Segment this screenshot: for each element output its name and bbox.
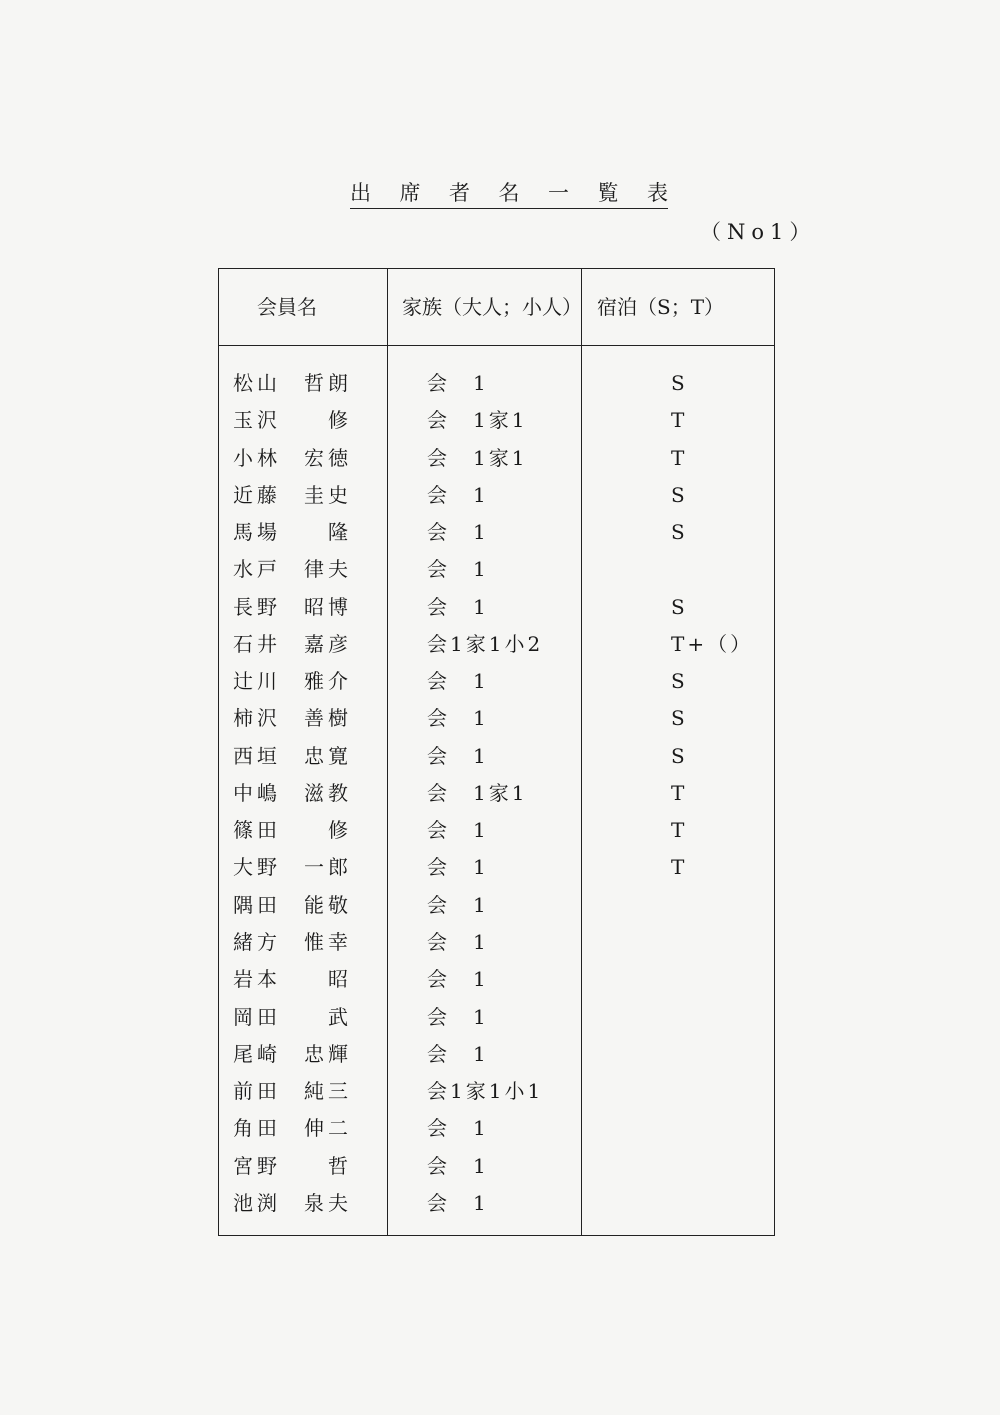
stay-type: T xyxy=(671,855,688,880)
table-row xyxy=(219,926,774,963)
stay-type: T xyxy=(671,818,688,843)
stay-type: S xyxy=(671,594,688,619)
family-count: 会 1 xyxy=(427,371,489,395)
table-row xyxy=(219,1001,774,1038)
member-given-name: 忠輝 xyxy=(304,1041,352,1066)
member-surname: 篠田 xyxy=(233,818,281,843)
member-surname: 岩本 xyxy=(233,967,281,992)
member-surname: 近藤 xyxy=(233,482,281,507)
member-given-name: 雅介 xyxy=(304,669,352,694)
family-count: 会 1 xyxy=(427,669,489,694)
document-title xyxy=(350,178,668,209)
family-count: 会 1家1 xyxy=(427,408,528,433)
family-count: 会 1 xyxy=(427,1190,489,1215)
header-member-name: 会員名 xyxy=(257,295,317,319)
family-count: 会 1 xyxy=(427,743,489,768)
stay-type: S xyxy=(671,669,688,694)
member-given-name: 忠寛 xyxy=(304,743,352,768)
stay-type: T xyxy=(671,780,688,805)
table-row xyxy=(219,1150,774,1187)
table-row xyxy=(219,404,774,441)
family-count: 会1家1小2 xyxy=(427,631,544,656)
member-given-name: 律夫 xyxy=(304,557,352,582)
member-surname: 緒方 xyxy=(233,929,281,954)
stay-type: T xyxy=(671,408,688,433)
member-surname: 岡田 xyxy=(233,1004,281,1029)
header-divider xyxy=(219,345,774,346)
family-count: 会 1 xyxy=(427,892,489,917)
header-stay: 宿泊（S；T） xyxy=(597,295,725,319)
stay-type: S xyxy=(671,371,688,395)
page-number: （No1） xyxy=(700,220,817,244)
table-row xyxy=(219,367,774,404)
member-surname: 玉沢 xyxy=(233,408,281,433)
member-surname: 西垣 xyxy=(233,743,281,768)
member-given-name: 昭博 xyxy=(304,594,352,619)
table-row xyxy=(219,553,774,590)
member-given-name: 伸二 xyxy=(304,1116,352,1141)
member-given-name: 宏徳 xyxy=(304,445,352,470)
family-count: 会 1 xyxy=(427,706,489,731)
member-given-name: 武 xyxy=(328,1004,352,1029)
member-given-name: 昭 xyxy=(328,967,352,992)
table-row xyxy=(219,963,774,1000)
family-count: 会 1 xyxy=(427,929,489,954)
family-count: 会 1 xyxy=(427,967,489,992)
member-surname: 水戸 xyxy=(233,557,281,582)
member-surname: 中嶋 xyxy=(233,780,281,805)
member-surname: 前田 xyxy=(233,1079,281,1104)
table-row xyxy=(219,442,774,479)
title-char: 覧 xyxy=(597,181,619,205)
table-body xyxy=(219,367,774,1224)
member-given-name: 哲朗 xyxy=(304,371,352,395)
member-given-name: 一郎 xyxy=(304,855,352,880)
family-count: 会 1家1 xyxy=(427,780,528,805)
family-count: 会 1 xyxy=(427,1004,489,1029)
table-row xyxy=(219,479,774,516)
member-surname: 角田 xyxy=(233,1116,281,1141)
member-surname: 石井 xyxy=(233,631,281,656)
table-row xyxy=(219,1075,774,1112)
table-row xyxy=(219,889,774,926)
family-count: 会 1家1 xyxy=(427,445,528,470)
table-row xyxy=(219,1187,774,1224)
title-char: 表 xyxy=(647,181,668,205)
member-given-name: 修 xyxy=(328,818,352,843)
member-surname: 小林 xyxy=(233,445,281,470)
stay-type: T+（） xyxy=(671,631,754,656)
header-family: 家族（大人；小人） xyxy=(402,295,582,319)
title-char: 名 xyxy=(498,181,520,205)
table-row xyxy=(219,740,774,777)
family-count: 会 1 xyxy=(427,855,489,880)
member-given-name: 泉夫 xyxy=(304,1190,352,1215)
table-row xyxy=(219,1038,774,1075)
member-given-name: 純三 xyxy=(304,1079,352,1104)
table-row xyxy=(219,814,774,851)
member-surname: 長野 xyxy=(233,594,281,619)
title-char: 者 xyxy=(449,181,470,205)
table-row xyxy=(219,665,774,702)
title-char: 席 xyxy=(399,181,421,205)
table-row xyxy=(219,851,774,888)
member-surname: 柿沢 xyxy=(233,706,281,731)
member-given-name: 隆 xyxy=(328,520,352,545)
family-count: 会1家1小1 xyxy=(427,1079,544,1104)
member-given-name: 修 xyxy=(328,408,352,433)
family-count: 会 1 xyxy=(427,818,489,843)
table-row xyxy=(219,777,774,814)
family-count: 会 1 xyxy=(427,594,489,619)
title-char: 一 xyxy=(548,181,569,205)
family-count: 会 1 xyxy=(427,1153,489,1178)
member-surname: 池渕 xyxy=(233,1190,281,1215)
table-row xyxy=(219,1112,774,1149)
table-row xyxy=(219,628,774,665)
family-count: 会 1 xyxy=(427,1041,489,1066)
family-count: 会 1 xyxy=(427,520,489,545)
member-given-name: 嘉彦 xyxy=(304,631,352,656)
member-surname: 辻川 xyxy=(233,669,281,694)
table-row xyxy=(219,516,774,553)
family-count: 会 1 xyxy=(427,482,489,507)
title-char: 出 xyxy=(350,181,371,205)
member-surname: 隅田 xyxy=(233,892,281,917)
member-surname: 大野 xyxy=(233,855,281,880)
member-surname: 馬場 xyxy=(233,520,281,545)
member-given-name: 善樹 xyxy=(304,706,352,731)
member-given-name: 滋教 xyxy=(304,780,352,805)
member-surname: 尾崎 xyxy=(233,1041,281,1066)
member-given-name: 圭史 xyxy=(304,482,352,507)
member-surname: 宮野 xyxy=(233,1153,281,1178)
member-given-name: 哲 xyxy=(328,1153,352,1178)
stay-type: S xyxy=(671,520,688,545)
table-row xyxy=(219,702,774,739)
table-row xyxy=(219,591,774,628)
member-given-name: 能敬 xyxy=(304,892,352,917)
attendee-table xyxy=(218,268,775,1236)
stay-type: S xyxy=(671,743,688,768)
stay-type: T xyxy=(671,445,688,470)
stay-type: S xyxy=(671,482,688,507)
member-given-name: 惟幸 xyxy=(304,929,352,954)
family-count: 会 1 xyxy=(427,557,489,582)
stay-type: S xyxy=(671,706,688,731)
family-count: 会 1 xyxy=(427,1116,489,1141)
member-surname: 松山 xyxy=(233,371,281,395)
